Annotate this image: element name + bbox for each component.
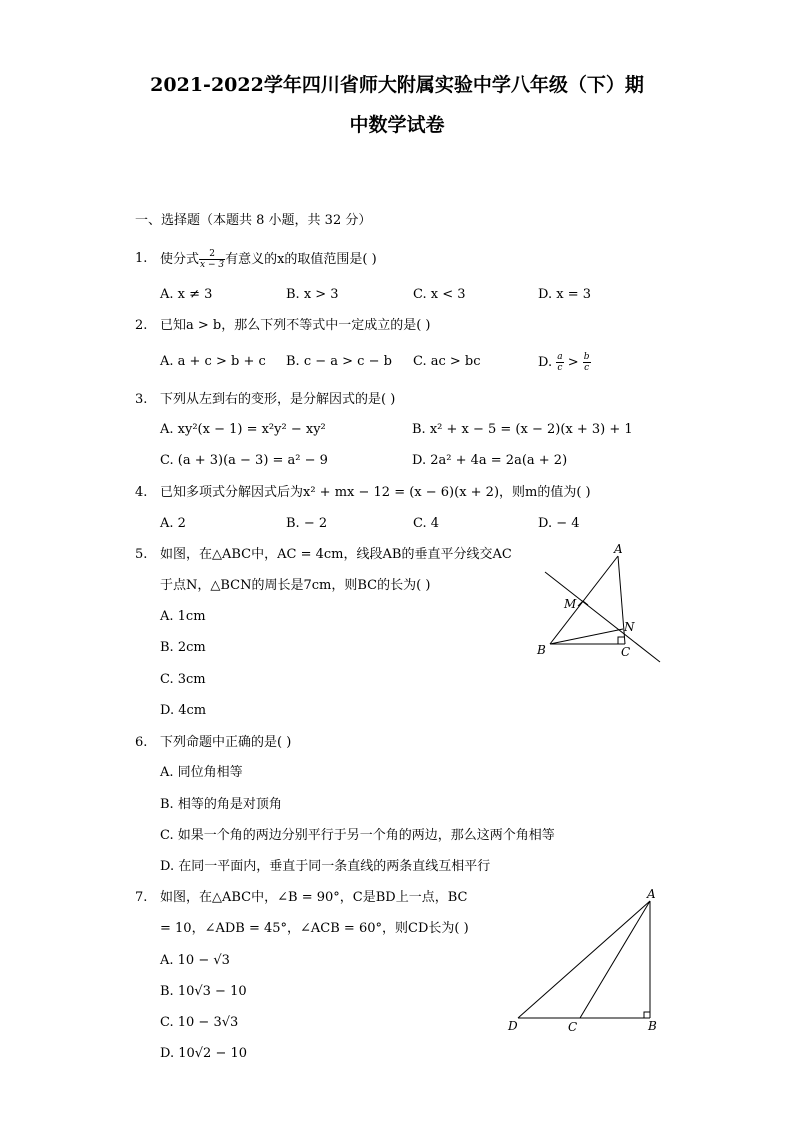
option-a: A. 2 — [160, 516, 186, 531]
question-stem: 下列从左到右的变形，是分解因式的是( ) — [160, 392, 396, 407]
option-d — [538, 352, 591, 373]
label-m: M — [564, 597, 577, 611]
question-number: 1. — [135, 251, 148, 266]
question-stem-line-1: 如图，在△ABC中，∠B = 90°，C是BD上一点，BC — [160, 890, 468, 905]
question-stem-line-2: = 10，∠ADB = 45°，∠ACB = 60°，则CD长为( ) — [160, 921, 469, 936]
option-c: C. x < 3 — [413, 287, 466, 302]
option-b: B. x² + x − 5 = (x − 2)(x + 3) + 1 — [412, 422, 633, 437]
option-a: A. 10 − √3 — [160, 953, 230, 968]
stem-text: 有意义的x的取值范围是( ) — [225, 252, 377, 267]
document-title-line-2: 中数学试卷 — [349, 114, 445, 136]
question-stem-line-2: 于点N，△BCN的周长是7cm，则BC的长为( ) — [160, 578, 431, 593]
option-b: B. 相等的角是对顶角 — [160, 797, 282, 812]
option-a: A. xy²(x − 1) = x²y² − xy² — [160, 422, 326, 437]
stem-text: 使分式 — [160, 252, 200, 267]
fraction — [583, 352, 591, 373]
option-c: C. ac > bc — [413, 354, 481, 369]
option-d: D. x = 3 — [538, 287, 591, 302]
segment-ac — [580, 901, 650, 1018]
question-number: 3. — [135, 392, 148, 407]
option-b: B. − 2 — [286, 516, 328, 531]
question-number: 6. — [135, 735, 148, 750]
triangle-figure-q7 — [500, 885, 670, 1040]
label-c: C — [621, 645, 631, 659]
segment-ad — [518, 901, 650, 1018]
option-a: A. 同位角相等 — [160, 765, 243, 780]
perpendicular-bisector — [545, 572, 660, 662]
option-b: B. 2cm — [160, 640, 206, 655]
fraction — [199, 249, 225, 270]
option-d: D. − 4 — [538, 516, 580, 531]
greater-than-sign: > — [567, 355, 579, 370]
option-b: B. c − a > c − b — [286, 354, 392, 369]
option-c: C. (a + 3)(a − 3) = a² − 9 — [160, 453, 328, 468]
option-a: A. x ≠ 3 — [160, 287, 213, 302]
question-stem: 已知a > b，那么下列不等式中一定成立的是( ) — [160, 318, 431, 333]
section-heading: 一、选择题（本题共 8 小题，共 32 分） — [135, 213, 372, 228]
option-c: C. 4 — [413, 516, 440, 531]
fraction — [556, 352, 563, 373]
question-number: 2. — [135, 318, 148, 333]
option-a: A. a + c > b + c — [160, 354, 266, 369]
question-number: 5. — [135, 547, 148, 562]
label-c: C — [568, 1020, 578, 1034]
document-title-line-1: 2021-2022学年四川省师大附属实验中学八年级（下）期 — [150, 74, 644, 96]
option-d-label: D. — [538, 355, 553, 370]
question-stem-line-1: 如图，在△ABC中，AC = 4cm，线段AB的垂直平分线交AC — [160, 547, 512, 562]
option-c: C. 如果一个角的两边分别平行于另一个角的两边，那么这两个角相等 — [160, 828, 555, 843]
fraction-numerator: b — [583, 352, 590, 362]
label-n: N — [624, 620, 635, 634]
fraction-denominator: c — [584, 363, 590, 373]
fraction-numerator: a — [557, 352, 563, 362]
fraction-denominator: x − 3 — [200, 260, 225, 270]
option-b: B. x > 3 — [286, 287, 339, 302]
option-a: A. 1cm — [160, 609, 206, 624]
fraction-numerator: 2 — [199, 249, 225, 260]
right-angle-mark — [644, 1012, 650, 1018]
question-stem: 下列命题中正确的是( ) — [160, 735, 292, 750]
fraction-denominator: c — [557, 363, 563, 373]
label-d: D — [508, 1019, 518, 1033]
option-d: D. 2a² + 4a = 2a(a + 2) — [412, 453, 568, 468]
question-number: 7. — [135, 890, 148, 905]
label-a: A — [647, 887, 656, 901]
segment-bn — [550, 629, 623, 644]
question-stem: 已知多项式分解因式后为x² + mx − 12 = (x − 6)(x + 2)，则m的值为( ) — [160, 485, 591, 500]
option-d: D. 在同一平面内，垂直于同一条直线的两条直线互相平行 — [160, 859, 491, 874]
label-a: A — [614, 542, 623, 556]
question-stem — [160, 249, 377, 270]
segment-ab — [550, 556, 618, 644]
option-d: D. 10√2 − 10 — [160, 1046, 248, 1061]
option-c: C. 10 − 3√3 — [160, 1015, 239, 1030]
right-angle-mark — [618, 637, 625, 644]
option-b: B. 10√3 − 10 — [160, 984, 247, 999]
label-b: B — [537, 643, 546, 657]
option-c: C. 3cm — [160, 672, 206, 687]
label-b: B — [648, 1019, 657, 1033]
triangle-figure-q5 — [530, 540, 670, 670]
option-d: D. 4cm — [160, 703, 207, 718]
question-number: 4. — [135, 485, 148, 500]
